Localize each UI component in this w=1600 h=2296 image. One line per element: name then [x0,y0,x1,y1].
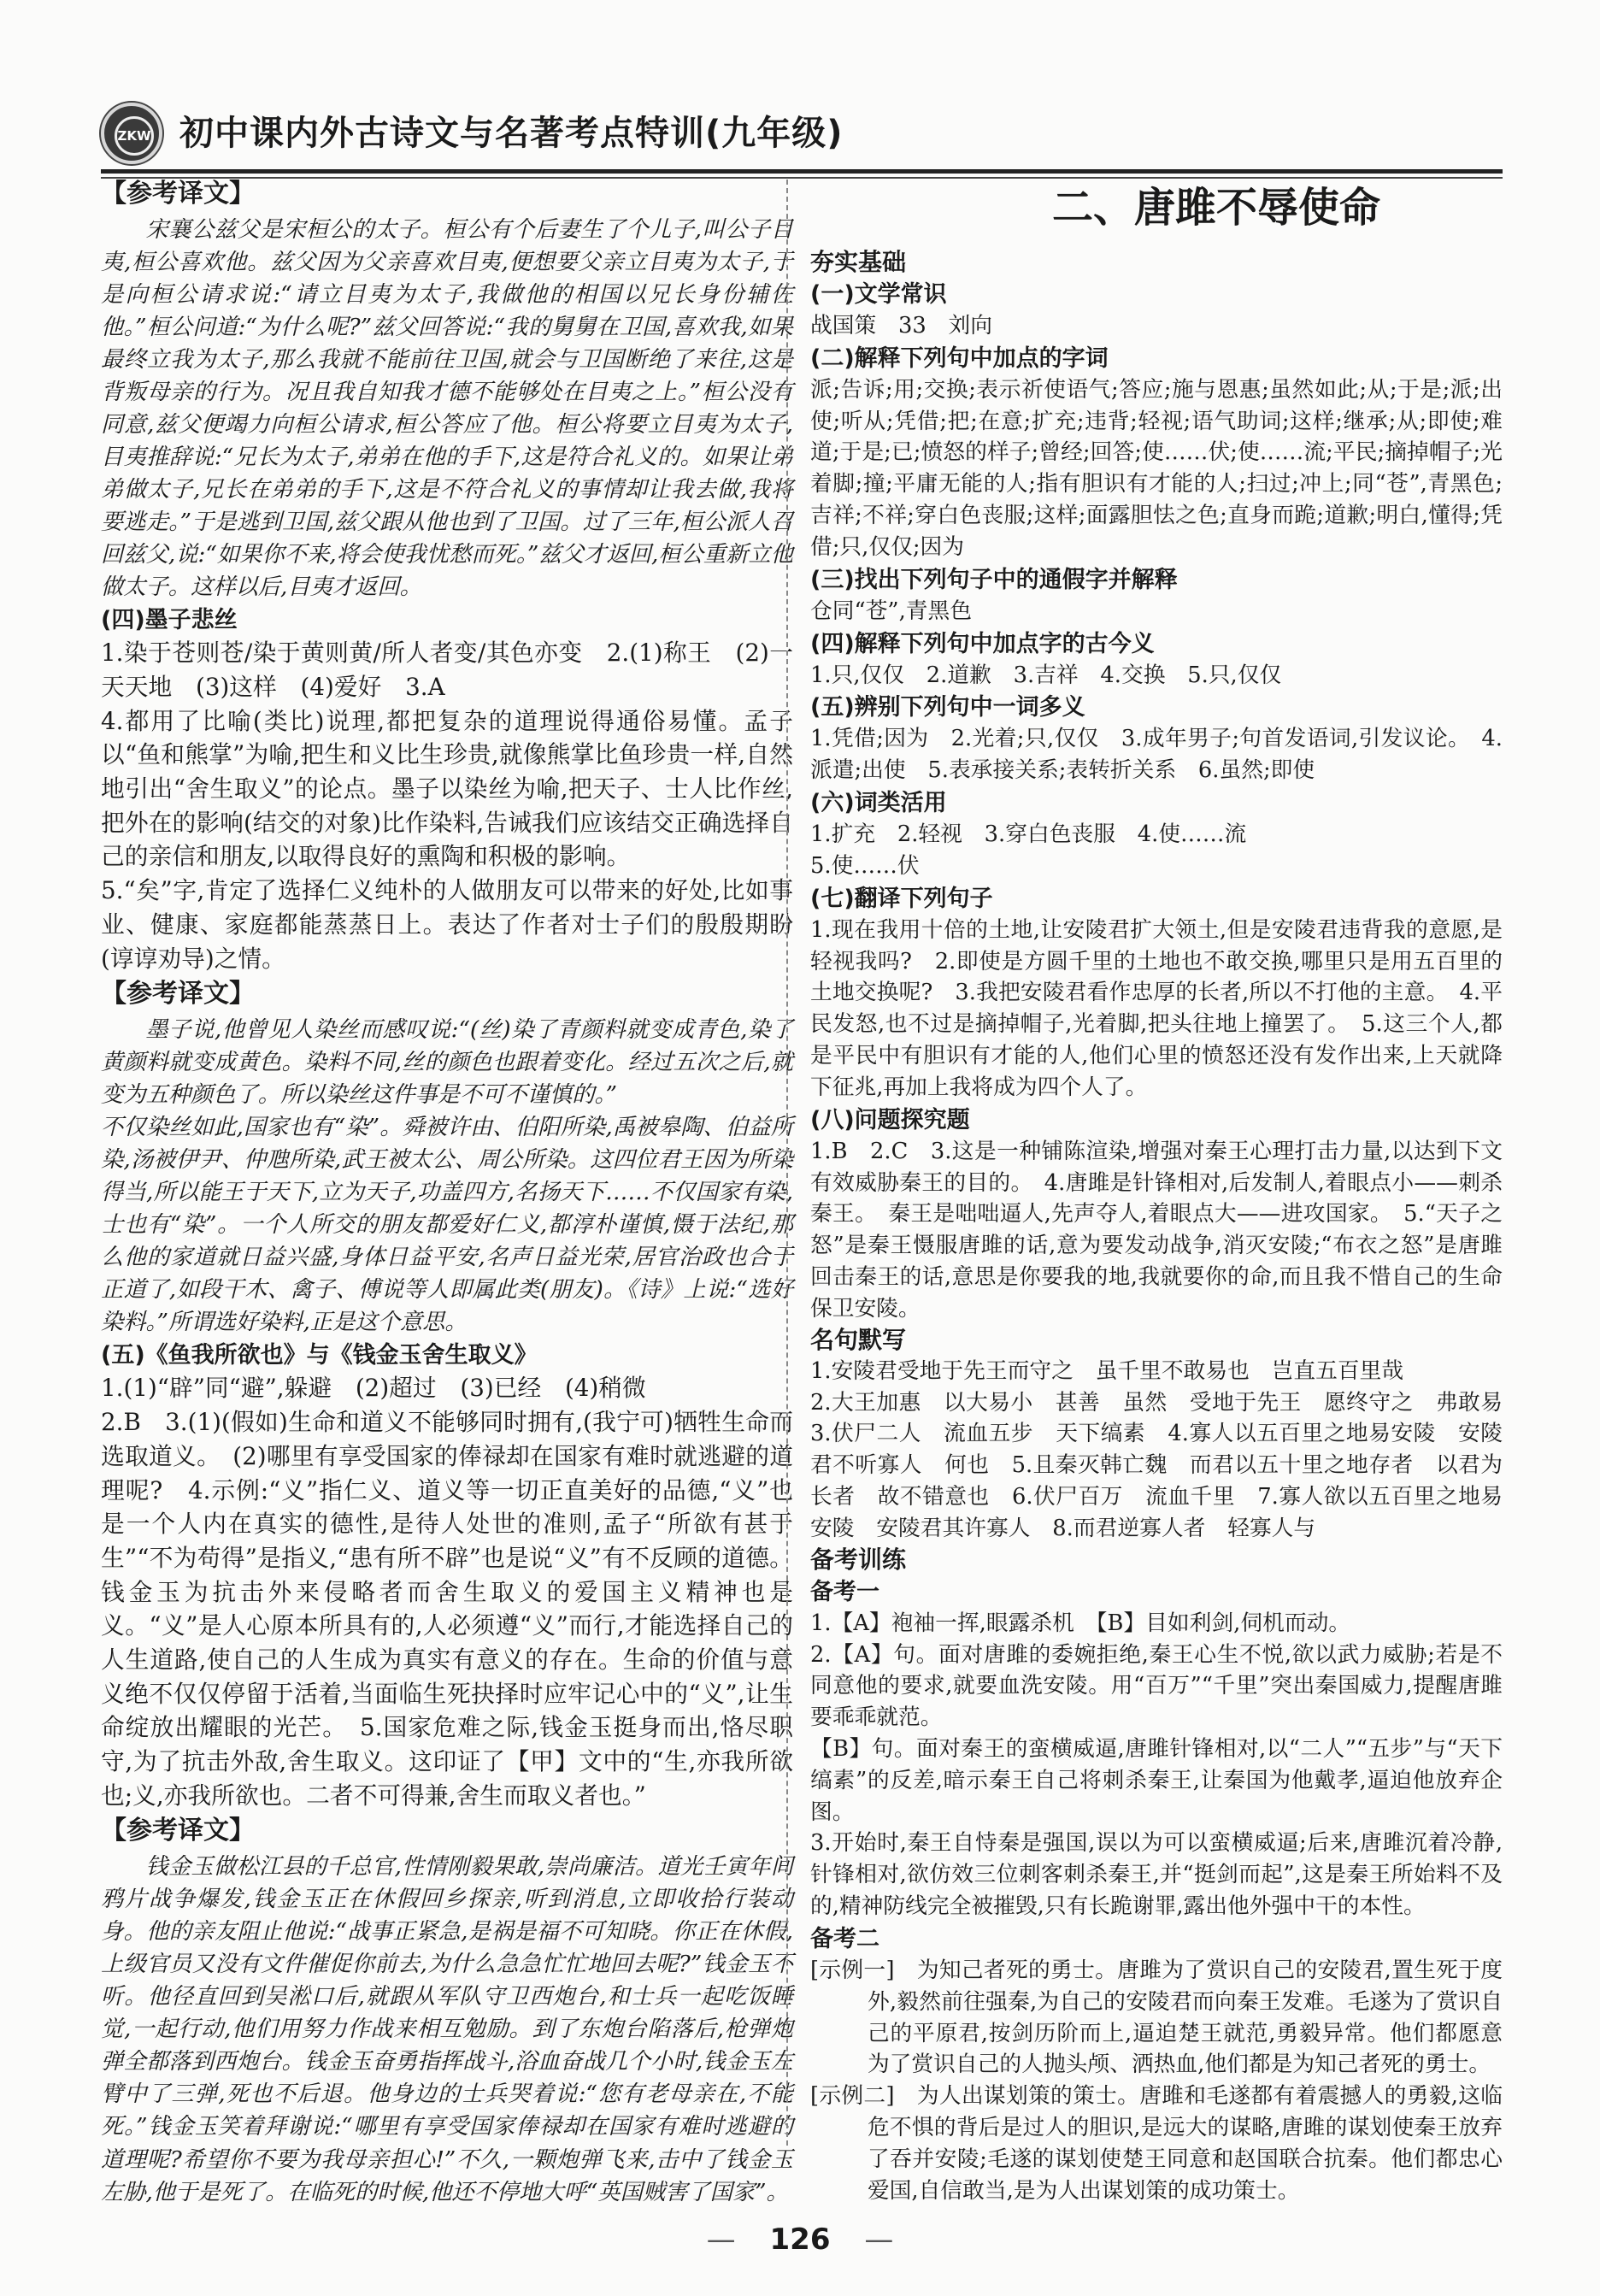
column-divider [786,180,788,2146]
answer-word-explain: 派;告诉;用;交换;表示祈使语气;答应;施与恩惠;虽然如此;从;于是;派;出使;听从;凭借;把;在意;扩充;违背;轻视;语气助词;这样;继承;从;即使;难道;于是;已;愤怒的样子;曾经;回答;使……伏;使……流;平民;摘掉帽子;光着脚;撞;平庸无能的人;指有胆识有才能的人;扫过;冲上;同“苍”,青黑色;吉祥;不祥;穿白色丧服;这样;面露胆怯之色;直身而跪;道歉;明白,懂得;凭借;只,仅仅;因为 [810,376,1503,560]
section-title-tongjia: (三)找出下列句子中的通假字并解释 [810,566,1178,593]
ref-translation-label: 【参考译文】 [101,1816,255,1846]
answer-word-class: 1.扩充 2.轻视 3.穿白色丧服 4.使……流 5.使……伏 [810,821,1247,879]
page-header [101,96,1503,164]
footer-dash-left: — [706,2222,736,2257]
header-rule [101,169,1503,174]
section-title-yu-wo-suo-yu: (五)《鱼我所欲也》与《钱金玉舍生取义》 [101,1342,538,1369]
section-title-training-1: 备考一 [810,1578,879,1605]
logo-text: ZKW [115,116,154,156]
translation-song-xianggong: 宋襄公兹父是宋桓公的太子。桓公有个后妻生了个儿子,叫公子目夷,桓公喜欢他。兹父因为父亲喜欢目夷,便想要父亲立目夷为太子,于是向桓公请求说:“请立目夷为太子,我做他的相国以兄长身份辅佐他。”桓公问道:“为什么呢?”兹父回答说:“我的舅舅在卫国,喜欢我,如果最终立我为太子,那么我就不能前往卫国,就会与卫国断绝了来往,这是背叛母亲的行为。况且我自知我才德不能够处在目夷之上。”桓公没有同意,兹父便竭力向桓公请求,桓公答应了他。桓公将要立目夷为太子,目夷推辞说:“兄长为太子,弟弟在他的手下,这是符合礼义的。如果让弟弟做太子,兄长在弟弟的手下,这是不符合礼义的事情却让我去做,我将要逃走。”于是逃到卫国,兹父跟从他也到了卫国。过了三年,桓公派人召回兹父,说:“如果你不来,将会使我忧愁而死。”兹父才返回,桓公重新立他做太子。这样以后,目夷才返回。 [101,216,793,601]
translation-qian-jinyu: 钱金玉做松江县的千总官,性情刚毅果敢,崇尚廉洁。道光壬寅年间鸦片战争爆发,钱金玉正在休假回乡探亲,听到消息,立即收拾行装动身。他的亲友阻止他说:“战事正紧急,是祸是福不可知晓。你正在休假,上级官员又没有文件催促你前去,为什么急急忙忙地回去呢?”钱金玉不听。他径直回到吴淞口后,就跟从军队守卫西炮台,和士兵一起吃饭睡觉,一起行动,他们用努力作战来相互勉励。到了东炮台陷落后,枪弹炮弹全都落到西炮台。钱金玉奋勇指挥战斗,浴血奋战几个小时,钱金玉左臂中了三弹,死也不后退。他身边的士兵哭着说:“您有老母亲在,不能死。”钱金玉笑着拜谢说:“哪里有享受国家俸禄却在国家有难时逃避的道理呢?希望你不要为我母亲担心!”不久,一颗炮弹飞来,击中了钱金玉左胁,他于是死了。在临死的时候,他还不停地大呼“英国贼害了国家”。 [101,1853,793,2205]
translation-mozi: 墨子说,他曾见人染丝而感叹说:“(丝)染了青颜料就变成青色,染了黄颜料就变成黄色。染料不同,丝的颜色也跟着变化。经过五次之后,就变为五种颜色了。所以染丝这件事是不可不谨慎的。” 不仅染丝如此,国家也有“染”。舜被许由、伯阳所染,禹被皋陶、伯益所染,汤被伊尹、仲虺所染,武王被太公、周公所染。这四位君王因为所染得当,所以能王于天下,立为天子,功盖四方,名扬天下……不仅国家有染,士也有“染”。一个人所交的朋友都爱好仁义,都淳朴谨慎,慑于法纪,那么他的家道就日益兴盛,身体日益平安,名声日益光荣,居官治政也合于正道了,如段干木、禽子、傅说等人即属此类(朋友)。《诗》上说:“选好染料。”所谓选好染料,正是这个意思。 [101,1016,793,1336]
publisher-logo-icon [101,103,162,164]
answer-inquiry: 1.B 2.C 3.这是一种铺陈渲染,增强对秦王心理打击力量,以达到下文有效威胁秦王的目的。 4.唐雎是针锋相对,后发制人,着眼点小——刺杀秦王。 秦王是咄咄逼人,先声夺人,着眼点大——进攻国家。 5.“天子之怒”是秦王慑服唐雎的话,意为要发动战争,消灭安陵;“布衣之怒”是唐雎回击秦王的话,意思是你要我的地,我就要你的命,而且我不惜自己的生命保卫安陵。 [810,1138,1503,1322]
answer-gujin: 1.只,仅仅 2.道歉 3.吉祥 4.交换 5.只,仅仅 [810,662,1282,688]
section-title-literature: (一)文学常识 [810,281,947,308]
group-title-basics: 夯实基础 [810,248,907,276]
page-number: 126 [769,2222,831,2257]
book-title: 初中课内外古诗文与名著考点特训(九年级) [179,114,844,153]
answers-yu-wo-suo-yu: 1.(1)“辟”同“避”,躲避 (2)超过 (3)已经 (4)稍微 2.B 3.(1)(假如)生命和道义不能够同时拥有,(我宁可)牺牲生命而选取道义。 (2)哪里有享受国家的俸禄却在国家有难时就逃避的道理呢? 4.示例:“义”指仁义、道义等一切正直美好的品德,“义”也是一个人内在真实的德性,是待人处世的准则,孟子“所欲有甚于生”“不为苟得”是指义,“患有所不辟”也是说“义”有不反顾的道德。钱金玉为抗击外来侵略者而舍生取义的爱国主义精神也是义。“义”是人心原本所具有的,人必须遵“义”而行,才能选择自己的人生道路,使自己的人生成为真实有意义的存在。生命的价值与意义绝不仅仅停留于活着,当面临生死抉择时应牢记心中的“义”,让生命绽放出耀眼的光芒。 5.国家危难之际,钱金玉挺身而出,恪尽职守,为了抗击外敌,舍生取义。这印证了【甲】文中的“生,亦我所欲也;义,亦我所欲也。二者不可得兼,舍生而取义者也。” [101,1374,793,1810]
group-title-recitation: 名句默写 [810,1325,907,1354]
section-title-translate: (七)翻译下列句子 [810,885,993,912]
footer-dash-right: — [864,2222,894,2257]
answer-literature: 战国策 33 刘向 [810,313,993,339]
answer-example-1: [示例一] 为知己者死的勇士。唐雎为了赏识自己的安陵君,置生死于度外,毅然前往强秦,为自己的安陵君而向秦王发难。毛遂为了赏识自己的平原君,按剑历阶而上,逼迫楚王就范,勇毅异常。他们都愿意为了赏识自己的人抛头颅、洒热血,他们都是为知己者死的勇士。 [810,1957,1503,2078]
ref-translation-label: 【参考译文】 [101,179,255,209]
section-title-word-explain: (二)解释下列句中加点的字词 [810,344,1109,372]
answer-tongjia: 仓同“苍”,青黑色 [810,598,973,624]
answer-example-2: [示例二] 为人出谋划策的策士。唐雎和毛遂都有着震撼人的勇毅,这临危不惧的背后是过人的胆识,是远大的谋略,唐雎的谋划使秦王放弃了吞并安陵;毛遂的谋划使楚王同意和赵国联合抗秦。他们都忠心爱国,自信敢当,是为人出谋划策的成功策士。 [810,2083,1503,2204]
page-footer [0,2222,1600,2257]
section-title-polysemy: (五)辨别下列句中一词多义 [810,694,1085,721]
section-title-training-2: 备考二 [810,1925,879,1952]
group-title-training: 备考训练 [810,1545,907,1574]
answer-translate: 1.现在我用十倍的土地,让安陵君扩大领土,但是安陵君违背我的意愿,是轻视我吗? 2.即使是方圆千里的土地也不敢交换,哪里只是用五百里的土地交换呢? 3.我把安陵君看作忠厚的长者,所以不打他的主意。 4.平民发怒,也不过是摘掉帽子,光着脚,把头往地上撞罢了。 5.这三个人,都是平民中有胆识有才能的人,他们心里的愤怒还没有发作出来,上天就降下征兆,再加上我将成为四个人了。 [810,916,1503,1100]
section-title-inquiry: (八)问题探究题 [810,1106,970,1133]
chapter-title: 二、唐雎不辱使命 [1051,184,1380,232]
ref-translation-label: 【参考译文】 [101,979,255,1010]
section-title-gujin: (四)解释下列句中加点字的古今义 [810,630,1155,657]
left-column [101,175,793,2209]
answer-polysemy: 1.凭借;因为 2.光着;只,仅仅 3.成年男子;句首发语词,引发议论。 4.派遣;出使 5.表承接关系;表转折关系 6.虽然;即使 [810,726,1503,784]
answer-recitation: 1.安陵君受地于先王而守之 虽千里不敢易也 岂直五百里哉 2.大王加惠 以大易小 甚善 虽然 受地于先王 愿终守之 弗敢易 3.伏尸二人 流血五步 天下缟素 4.寡人以五百里之地易安陵 安陵君不听寡人 何也 5.且秦灭韩亡魏 而君以五十里之地存者 以君为长者 故不错意也 6.伏尸百万 流血千里 7.寡人欲以五百里之地易安陵 安陵君其许寡人 8.而君逆寡人者 轻寡人与 [810,1357,1503,1541]
right-column [810,175,1503,2207]
section-title-word-class: (六)词类活用 [810,790,947,817]
section-title-mozi: (四)墨子悲丝 [101,607,238,634]
answer-training-1: 1.【A】袍袖一挥,眼露杀机 【B】目如利剑,伺机而动。 2.【A】句。面对唐雎的委婉拒绝,秦王心生不悦,欲以武力威胁;若是不同意他的要求,就要血洗安陵。用“百万”“千里”突出秦国威力,提醒唐雎要乖乖就范。 【B】句。面对秦王的蛮横威逼,唐雎针锋相对,以“二人”“五步”与“天下缟素”的反差,暗示秦王自己将刺杀秦王,让秦国为他戴孝,逼迫他放弃企图。 3.开始时,秦王自恃秦是强国,误以为可以蛮横威逼;后来,唐雎沉着冷静,针锋相对,欲仿效三位刺客刺杀秦王,并“挺剑而起”,这是秦王所始料不及的,精神防线完全被摧毁,只有长跪谢罪,露出他外强中干的本性。 [810,1610,1503,1920]
answers-mozi: 1.染于苍则苍/染于黄则黄/所人者变/其色亦变 2.(1)称王 (2)一天天地 (3)这样 (4)爱好 3.A 4.都用了比喻(类比)说理,都把复杂的道理说得通俗易懂。孟子以“鱼和熊掌”为喻,把生和义比生珍贵,就像熊掌比鱼珍贵一样,自然地引出“舍生取义”的论点。墨子以染丝为喻,把天子、士人比作丝,把外在的影响(结交的对象)比作染料,告诫我们应该结交正确选择自己的亲信和朋友,以取得良好的熏陶和积极的影响。 5.“矣”字,肯定了选择仁义纯朴的人做朋友可以带来的好处,比如事业、健康、家庭都能蒸蒸日上。表达了作者对士子们的殷殷期盼(谆谆劝导)之情。 [101,639,793,973]
